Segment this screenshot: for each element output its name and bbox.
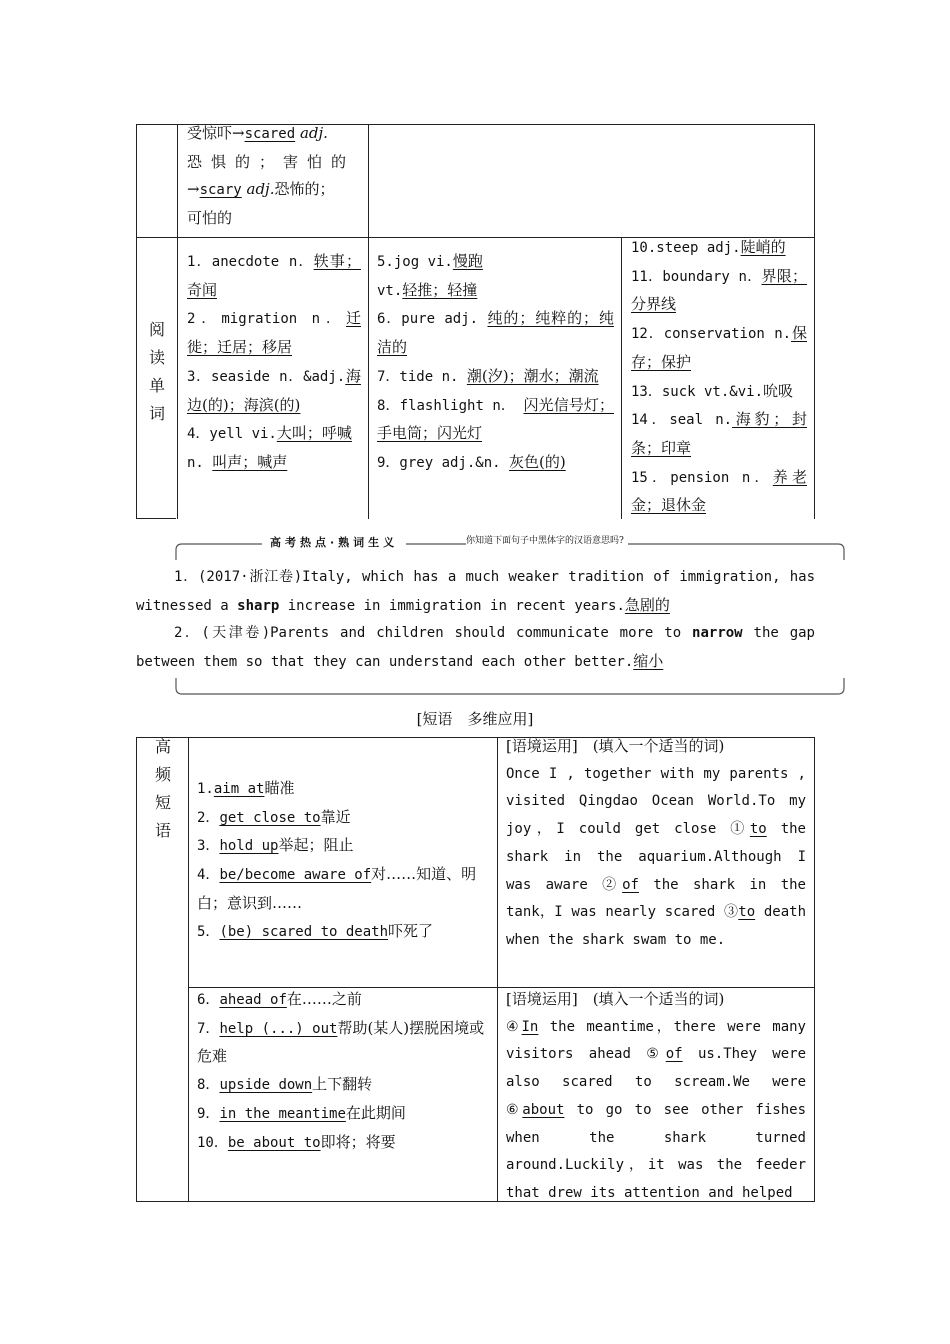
phrase-item: 2．get close to靠近 xyxy=(197,807,351,826)
phrase-item: 7．help (...) out帮助(某人)摆脱困境或危难 xyxy=(197,1018,485,1066)
hot-item-1: 1．(2017·浙江卷)Italy, which has a much weaker tradition of immigration, has witnessed a sharp increase in immigration in recent years.急剧的 xyxy=(136,569,815,614)
phrase-item: 8．upside down上下翻转 xyxy=(197,1075,373,1094)
vocab-item: vt.轻推；轻撞 xyxy=(377,280,478,299)
phrases-label: 高 频 短 语 xyxy=(154,737,171,840)
vocab-col-3 xyxy=(631,234,807,521)
phrase-item: 10．be about to即将；将要 xyxy=(197,1132,396,1151)
vocab-item: 14．seal n.海豹；封条；印章 xyxy=(631,410,807,457)
vocab-item: 9．grey adj.&n. 灰色(的) xyxy=(377,452,566,471)
vocab-item: 5.jog vi.慢跑 xyxy=(377,252,483,270)
reading-vocab-label: 阅 读 单 词 xyxy=(148,320,165,423)
phrase-group-2 xyxy=(197,986,490,1157)
phrase-group-1 xyxy=(197,775,490,946)
answer-blank: about xyxy=(522,1101,565,1118)
vocab-col-2 xyxy=(377,248,614,478)
context-head: [语境运用] (填入一个适当的词) xyxy=(506,737,725,755)
vocab-item: 4．yell vi.大叫；呼喊 xyxy=(187,424,352,443)
vocab-item: 13．suck vt.&vi.吮吸 xyxy=(631,381,794,400)
vocab-item: 6．pure adj. 纯的；纯粹的；纯洁的 xyxy=(377,309,614,357)
answer-blank: In xyxy=(521,1018,539,1035)
context-text: ④In the meantime，there were many visitors ahead ⑤of us.They were also scared to scream.We were ⑥about to go to see other fishes when the shark turned around.Luckily，it was the feeder that drew its attention and helped xyxy=(506,1018,806,1200)
phrase-item: 4．be/become aware of对……知道、明白；意识到…… xyxy=(197,865,477,912)
vocab-item: n. 叫声；喊声 xyxy=(187,452,288,471)
answer-blank: to xyxy=(749,821,767,838)
hot-item-2: 2．(天津卷)Parents and children should communicate more to narrow the gap between them so that they can understand each other better.缩小 xyxy=(136,625,815,670)
context-head: [语境运用] (填入一个适当的词) xyxy=(506,990,725,1008)
phrase-item: 3．hold up举起；阻止 xyxy=(197,836,354,855)
phrase-item: 5．(be) scared to death吓死了 xyxy=(197,921,434,940)
scared-entry: 受惊吓→scared adj. 恐惧的；害怕的 →scary adj.恐怖的； 可怕的 xyxy=(187,124,356,228)
vocab-item: 3．seaside n．&adj.海边(的)；海滨(的) xyxy=(187,366,361,414)
vocab-item: 2．migration n．迁徙；迁居；移居 xyxy=(187,309,361,357)
phrase-item: 6．ahead of在……之前 xyxy=(197,990,362,1008)
answer-blank: of xyxy=(665,1046,683,1063)
vocab-item: 15．pension n．养老金；退休金 xyxy=(631,467,807,515)
banner-title: 高考热点·熟词生义 xyxy=(270,536,399,549)
vocab-item: 1．anecdote n．轶事；奇闻 xyxy=(187,252,361,299)
context-box-1 xyxy=(506,733,806,955)
banner-subtitle: 你知道下面句子中黑体字的汉语意思吗? xyxy=(466,533,628,546)
phrase-item: 1.aim at瞄准 xyxy=(197,779,295,797)
vocab-item: 10.steep adj.陡峭的 xyxy=(631,238,786,256)
vocab-item: 8．flashlight n． 闪光信号灯；手电筒；闪光灯 xyxy=(377,395,614,443)
answer-blank: of xyxy=(622,876,639,893)
vocab-item: 11．boundary n．界限；分界线 xyxy=(631,266,807,314)
vocab-item: 12．conservation n.保存；保护 xyxy=(631,324,807,371)
phrase-item: 9．in the meantime在此期间 xyxy=(197,1103,406,1122)
context-text: Once I , together with my parents , visited Qingdao Ocean World.To my joy，I could get close ①to the shark in the aquarium.Although I was aware ②of the shark in the tank，I was nearly scared ③to death when the shark swam to me. xyxy=(506,765,806,948)
vocab-item: 7．tide n. 潮(汐)；潮水；潮流 xyxy=(377,366,599,385)
phrases-heading: [短语 多维应用] xyxy=(416,710,534,728)
context-box-2 xyxy=(506,986,806,1200)
vocab-col-1 xyxy=(187,248,361,478)
answer-blank: to xyxy=(738,904,756,921)
